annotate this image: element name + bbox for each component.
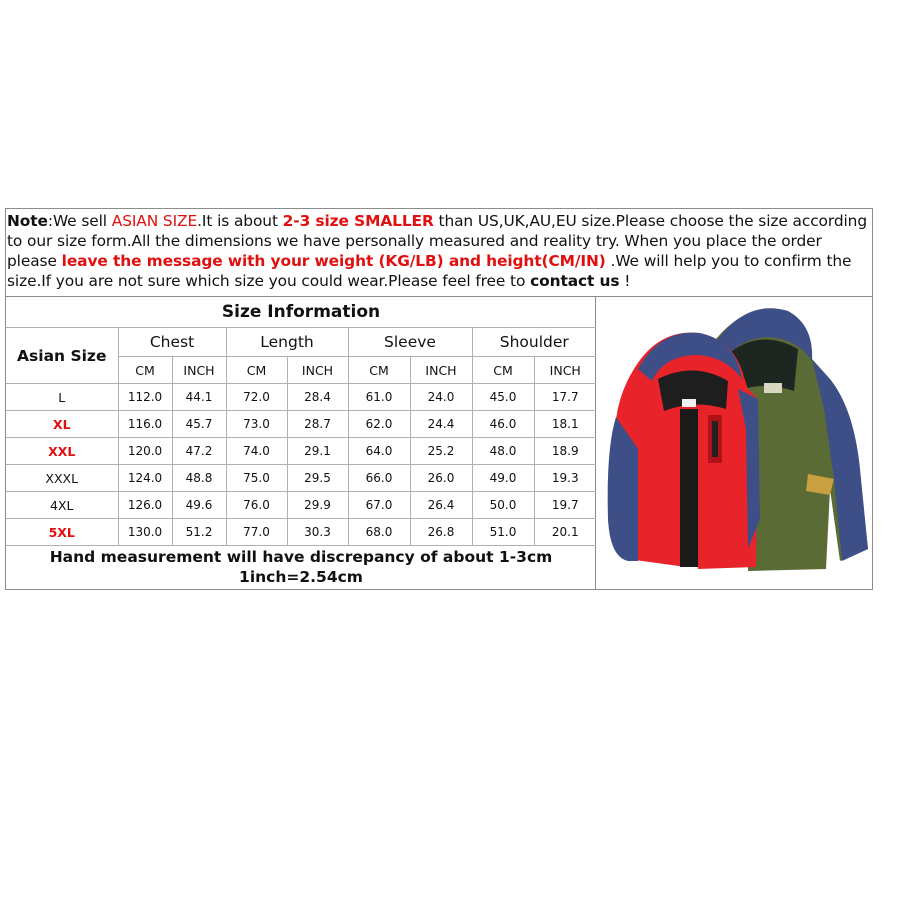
measurement-cell: 18.1 xyxy=(534,411,596,438)
unit-header: CM xyxy=(472,357,534,384)
measurement-cell: 48.0 xyxy=(472,438,534,465)
measurement-cell: 19.7 xyxy=(534,492,596,519)
note-text-1: We sell xyxy=(52,212,112,230)
sleeve-header: Sleeve xyxy=(348,328,472,357)
measurement-cell: 44.1 xyxy=(172,384,226,411)
unit-header: CM xyxy=(226,357,287,384)
measurement-cell: 120.0 xyxy=(118,438,172,465)
measurement-cell: 45.7 xyxy=(172,411,226,438)
measurement-cell: 116.0 xyxy=(118,411,172,438)
measurement-cell: 74.0 xyxy=(226,438,287,465)
measurement-cell: 77.0 xyxy=(226,519,287,546)
size-chart-panel xyxy=(5,208,873,590)
unit-header: INCH xyxy=(172,357,226,384)
measurement-cell: 48.8 xyxy=(172,465,226,492)
size-table xyxy=(6,297,596,546)
jackets-illustration xyxy=(598,299,872,589)
measurement-cell: 112.0 xyxy=(118,384,172,411)
measurement-cell: 51.2 xyxy=(172,519,226,546)
measurement-cell: 124.0 xyxy=(118,465,172,492)
measurement-cell: 126.0 xyxy=(118,492,172,519)
leave-message-highlight: leave the message with your weight (KG/LB) and height(CM/IN) xyxy=(61,252,606,270)
note-text-4: .We will help you to confirm the size.If you are not sure which size you could wear.Please feel free to xyxy=(7,252,852,290)
measurement-cell: 67.0 xyxy=(348,492,410,519)
measurement-cell: 17.7 xyxy=(534,384,596,411)
contact-us-text: contact us xyxy=(530,272,620,290)
chest-header: Chest xyxy=(118,328,226,357)
measurement-cell: 68.0 xyxy=(348,519,410,546)
measurement-cell: 49.0 xyxy=(472,465,534,492)
measurement-cell: 26.0 xyxy=(410,465,472,492)
measurement-cell: 28.4 xyxy=(287,384,348,411)
measurement-cell: 62.0 xyxy=(348,411,410,438)
unit-header: CM xyxy=(348,357,410,384)
measurement-cell: 19.3 xyxy=(534,465,596,492)
note-text-5: ! xyxy=(619,272,631,290)
inch-conversion-note: 1inch=2.54cm xyxy=(239,568,363,586)
jacket-product-image xyxy=(598,299,872,589)
size-row xyxy=(6,492,596,519)
red-jacket-image xyxy=(608,333,760,569)
measurement-cell: 46.0 xyxy=(472,411,534,438)
size-row xyxy=(6,411,596,438)
measurement-cell: 75.0 xyxy=(226,465,287,492)
note-colon: : xyxy=(47,212,53,230)
note-text-2: .It is about xyxy=(197,212,283,230)
measurement-cell: 73.0 xyxy=(226,411,287,438)
unit-header: CM xyxy=(118,357,172,384)
measurement-cell: 47.2 xyxy=(172,438,226,465)
length-header: Length xyxy=(226,328,348,357)
measurement-cell: 26.4 xyxy=(410,492,472,519)
size-note xyxy=(6,209,872,297)
measurement-cell: 29.5 xyxy=(287,465,348,492)
measurement-cell: 18.9 xyxy=(534,438,596,465)
measurement-cell: 29.1 xyxy=(287,438,348,465)
size-row xyxy=(6,519,596,546)
measurement-cell: 25.2 xyxy=(410,438,472,465)
measurement-cell: 61.0 xyxy=(348,384,410,411)
asian-size-highlight: ASIAN SIZE xyxy=(111,212,198,230)
measurement-cell: 49.6 xyxy=(172,492,226,519)
measurement-cell: 76.0 xyxy=(226,492,287,519)
measurement-footer xyxy=(6,547,596,589)
size-table-area xyxy=(6,297,596,589)
measurement-cell: 29.9 xyxy=(287,492,348,519)
measurement-cell: 50.0 xyxy=(472,492,534,519)
unit-header: INCH xyxy=(287,357,348,384)
measurement-cell: 24.0 xyxy=(410,384,472,411)
measurement-cell: 66.0 xyxy=(348,465,410,492)
note-label: Note xyxy=(7,212,48,230)
size-row xyxy=(6,438,596,465)
shoulder-header: Shoulder xyxy=(472,328,596,357)
measurement-cell: 28.7 xyxy=(287,411,348,438)
measurement-cell: 24.4 xyxy=(410,411,472,438)
measurement-cell: 30.3 xyxy=(287,519,348,546)
measurement-cell: 20.1 xyxy=(534,519,596,546)
measurement-cell: 64.0 xyxy=(348,438,410,465)
size-label: XXL xyxy=(6,438,118,465)
size-label: L xyxy=(6,384,118,411)
measurement-cell: 72.0 xyxy=(226,384,287,411)
measurement-cell: 45.0 xyxy=(472,384,534,411)
size-label: 5XL xyxy=(6,519,118,546)
measurement-cell: 51.0 xyxy=(472,519,534,546)
discrepancy-note: Hand measurement will have discrepancy of about 1-3cm xyxy=(49,548,553,566)
size-row xyxy=(6,384,596,411)
measurement-cell: 130.0 xyxy=(118,519,172,546)
note-text-3: than US,UK,AU,EU size.Please choose the size according to our size form.All the dimensions we have personally measured and reality try. When you place the order please xyxy=(7,212,868,270)
size-label: XXXL xyxy=(6,465,118,492)
smaller-highlight: 2-3 size SMALLER xyxy=(282,212,434,230)
size-row xyxy=(6,465,596,492)
table-title: Size Information xyxy=(6,297,596,328)
asian-size-header: Asian Size xyxy=(6,328,118,384)
unit-header: INCH xyxy=(410,357,472,384)
unit-header: INCH xyxy=(534,357,596,384)
measurement-cell: 26.8 xyxy=(410,519,472,546)
size-label: 4XL xyxy=(6,492,118,519)
size-label: XL xyxy=(6,411,118,438)
